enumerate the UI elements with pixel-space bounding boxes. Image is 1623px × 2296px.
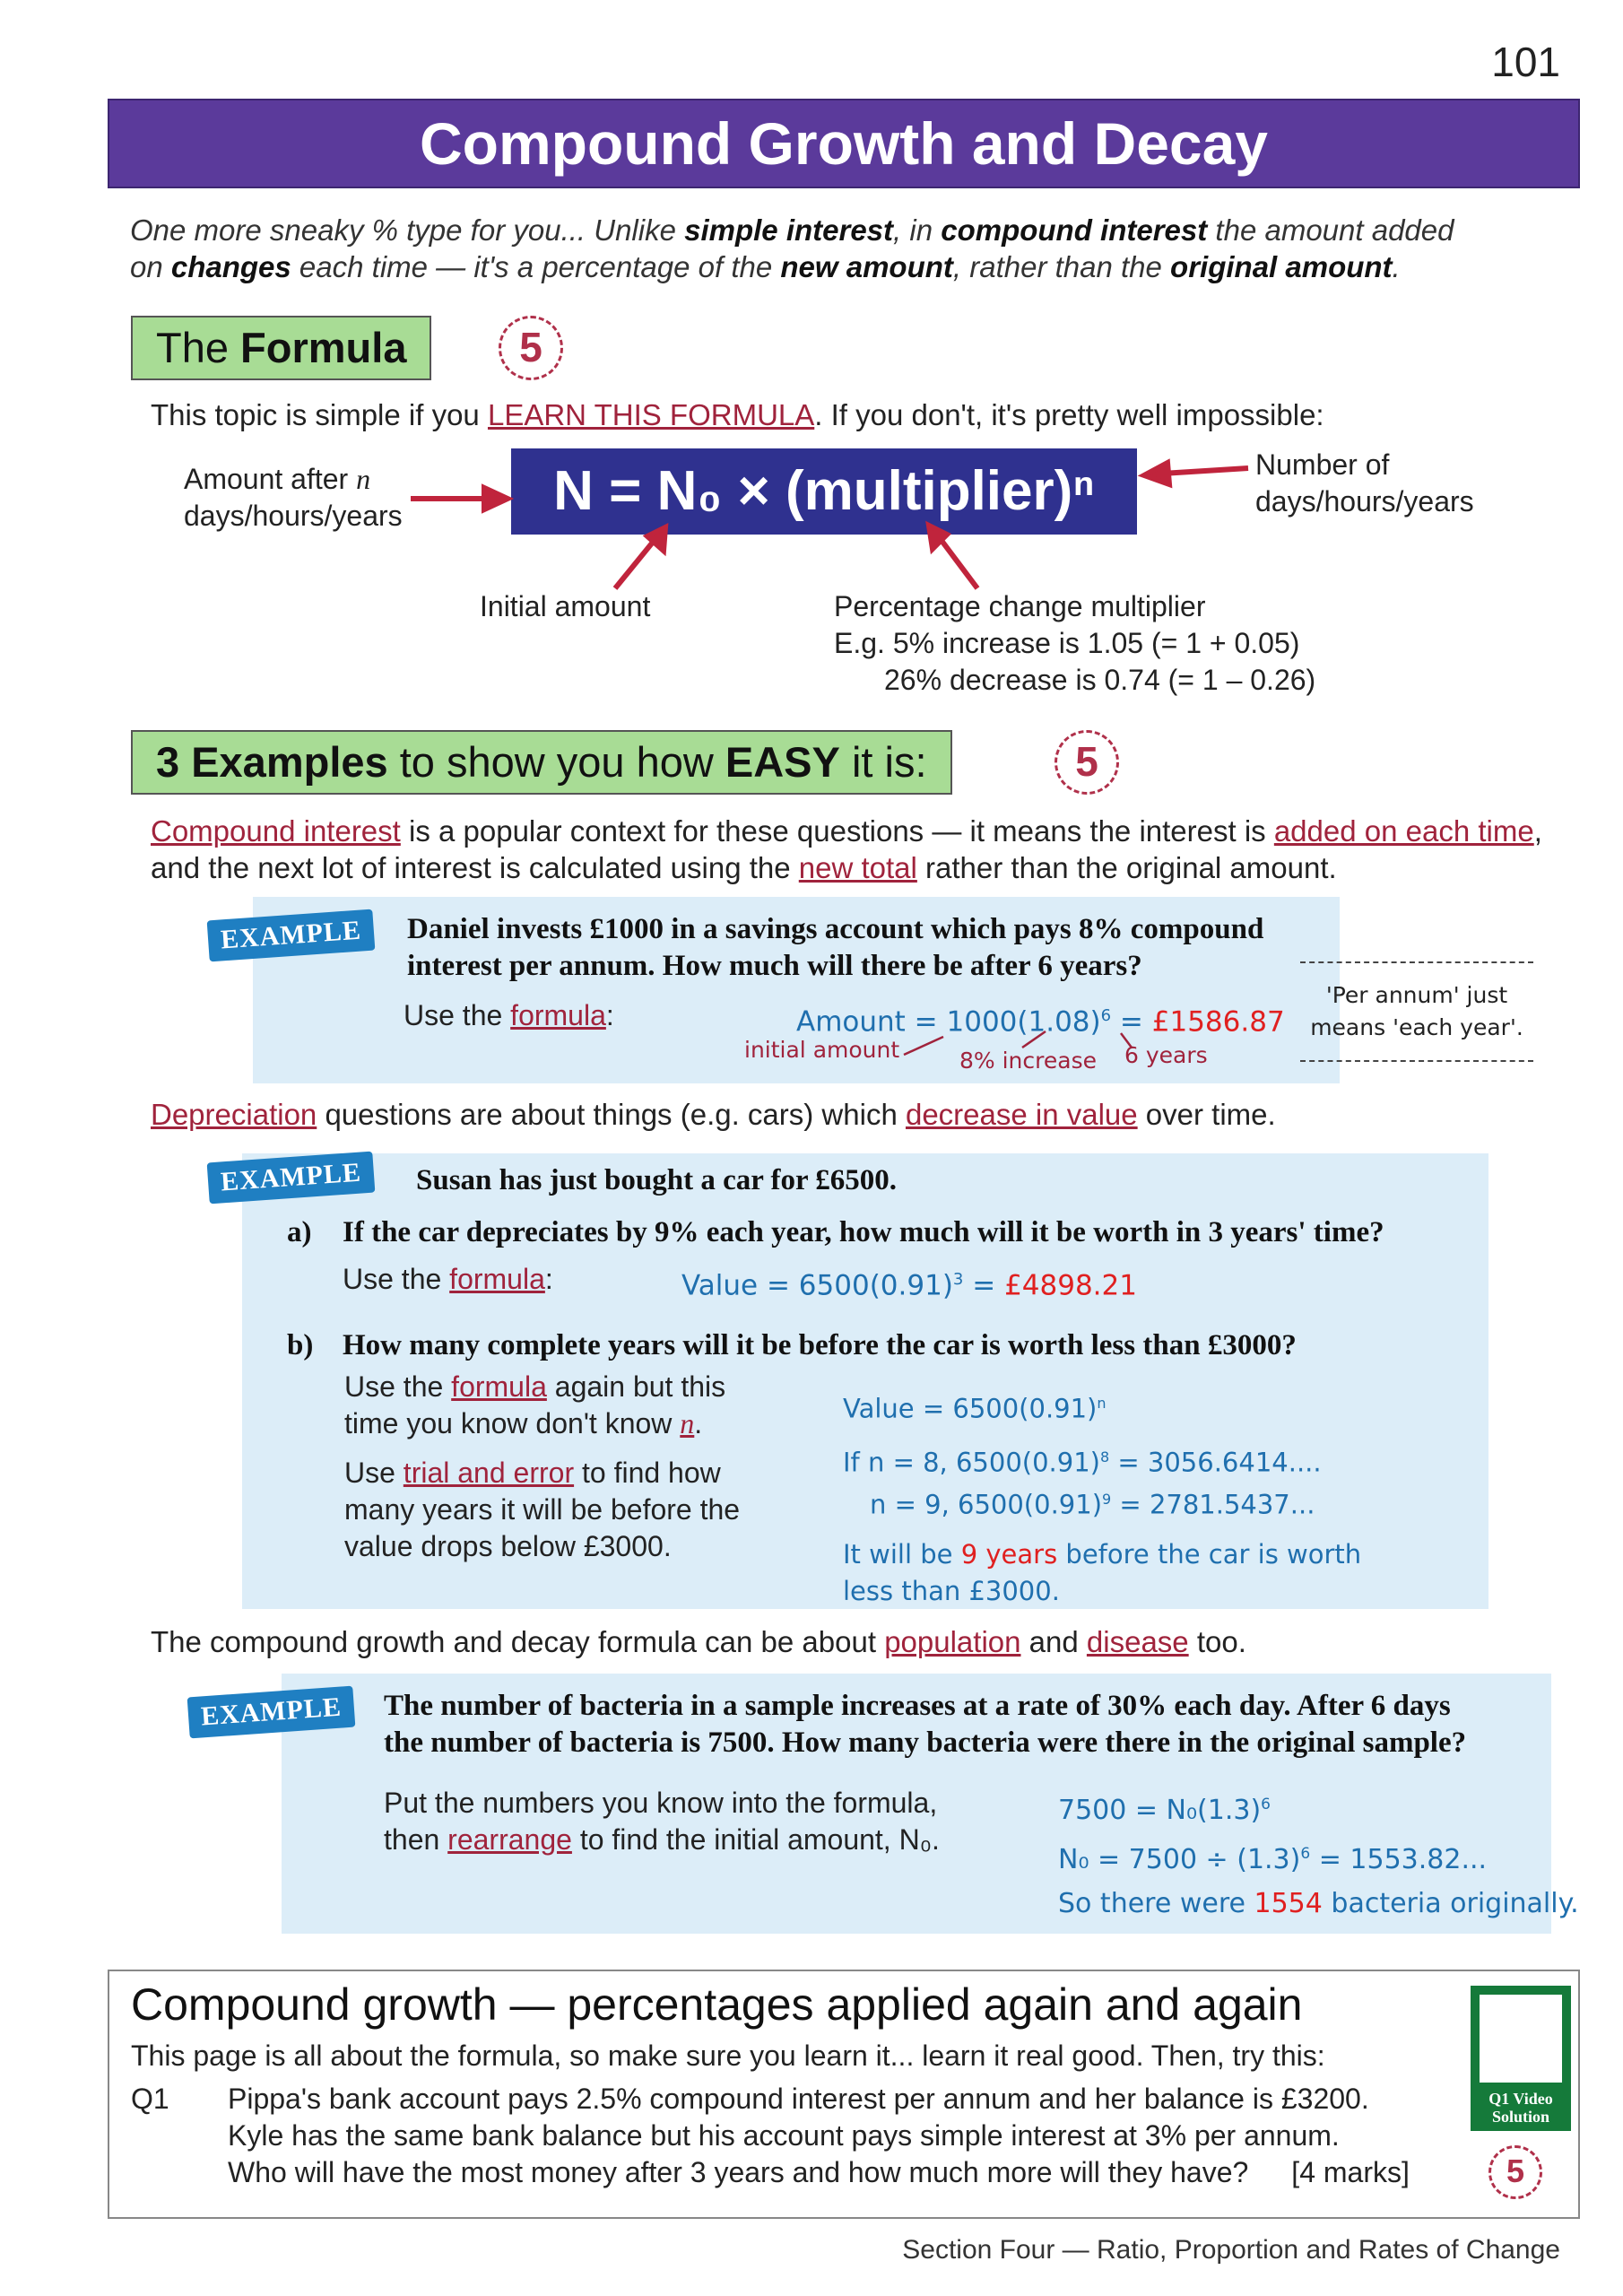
page-title: Compound Growth and Decay [108,99,1580,188]
video-solution-button[interactable]: Q1 Video Solution [1471,1986,1571,2131]
example1-use-formula: Use the formula: [404,999,614,1031]
intro-paragraph: One more sneaky % type for you... Unlike simple interest, in compound interest the amount added on changes each time — it's a percentage of the new amount, rather than the original amount. [130,213,1454,283]
formula-section-heading: The Formula [131,316,431,380]
grade-badge: 5 [1055,730,1119,795]
examples-section-heading: 3 Examples to show you how EASY it is: [131,730,952,795]
compound-interest-intro: Compound interest is a popular context for these questions — it means the interest is added on each time, and the next lot of interest is calculated using the new total rather than the original amount. [151,814,1542,884]
page-number: 101 [1491,39,1560,85]
grade-badge: 5 [1488,2145,1542,2199]
summary-line: This page is all about the formula, so make sure you learn it... learn it real good. Then, try this: [131,2039,1325,2072]
label-initial-amount: Initial amount [480,590,651,622]
example3-question: The number of bacteria in a sample increases at a rate of 30% each day. After 6 days the number of bacteria is 7500. How many bacteria were there in the original sample? [384,1690,1467,1759]
grade-badge: 5 [499,316,563,380]
part-b-label: b) [287,1329,314,1361]
question-text: Pippa's bank account pays 2.5% compound interest per annum and her balance is £3200. Kyle has the same bank balance but his account pays simple interest at 3% per annum. Who will have the most money after 3 years and how much more will they have? [4 marks] [228,2083,1410,2188]
annotation-initial-amount: initial amount [744,1037,900,1063]
label-amount-after: Amount after n days/hours/years [184,463,403,532]
annotation-6-years: 6 years [1124,1042,1208,1068]
part-b-question: How many complete years will it be before the car is worth less than £3000? [343,1329,1297,1361]
example-tag: EXAMPLE [187,1686,356,1739]
annotation-8-increase: 8% increase [959,1048,1097,1074]
qr-code-icon [1480,1995,1562,2083]
formula-arrows [0,0,1623,718]
example3-solution: $7500 = N_0(1.3)^6$ $N_0 = 7500 \div (1.3)^6 = 1553.82$... So there were 1554 bacteria originally. [1058,1795,1579,1919]
section-footer: Section Four — Ratio, Proportion and Rates of Change [902,2235,1560,2265]
part-b-solution: Value = $6500(0.91)^n$ If n = 8, $6500(0.91)^8 = 3056.6414$.... n = 9, $6500(0.91)^9 = 2781.5437$... It will be 9 years before the car is worth less than £3000. [843,1393,1362,1606]
example3-explanation: Put the numbers you know into the formula, then rearrange to find the initial amount, N₀. [384,1787,940,1856]
part-a-solution: Value = $6500(0.91)^3$ = £4898.21 [681,1269,1137,1302]
summary-heading: Compound growth — percentages applied again and again [131,1979,1303,2030]
label-percentage-change: Percentage change multiplier E.g. 5% increase is 1.05 (= 1 + 0.05) 26% decrease is 0.74 (= 1 – 0.26) [834,590,1316,696]
formula-intro-line: This topic is simple if you LEARN THIS FORMULA. If you don't, it's pretty well impossible: [151,398,1324,431]
example1-question: Daniel invests £1000 in a savings account which pays 8% compound interest per annum. How much will there be after 6 years? [407,913,1264,982]
example1-solution: Amount = $1000(1.08)^6$ = £1586.87 [796,1005,1285,1039]
per-annum-note: 'Per annum' just means 'each year'. [1300,961,1533,1062]
learn-formula-link[interactable]: LEARN THIS FORMULA [487,398,815,431]
population-line: The compound growth and decay formula can be about population and disease too. [151,1625,1246,1658]
example-tag: EXAMPLE [207,1152,376,1205]
question-label: Q1 [131,2083,169,2115]
part-a-use-formula: Use the formula: [343,1263,553,1295]
part-a-question: If the car depreciates by 9% each year, how much will it be worth in 3 years' time? [343,1216,1384,1248]
example-tag: EXAMPLE [207,909,376,962]
example2-question: Susan has just bought a car for £6500. [416,1164,898,1196]
depreciation-line: Depreciation questions are about things (e.g. cars) which decrease in value over time. [151,1098,1276,1131]
part-a-label: a) [287,1216,312,1248]
label-number-of: Number of days/hours/years [1255,448,1474,517]
formula-box: N = N₀ × (multiplier)ⁿ [511,448,1137,535]
part-b-explanation: Use the formula again but this time you know don't know n. Use trial and error to find how many years it will be before the value drops below £3000. [344,1370,741,1562]
